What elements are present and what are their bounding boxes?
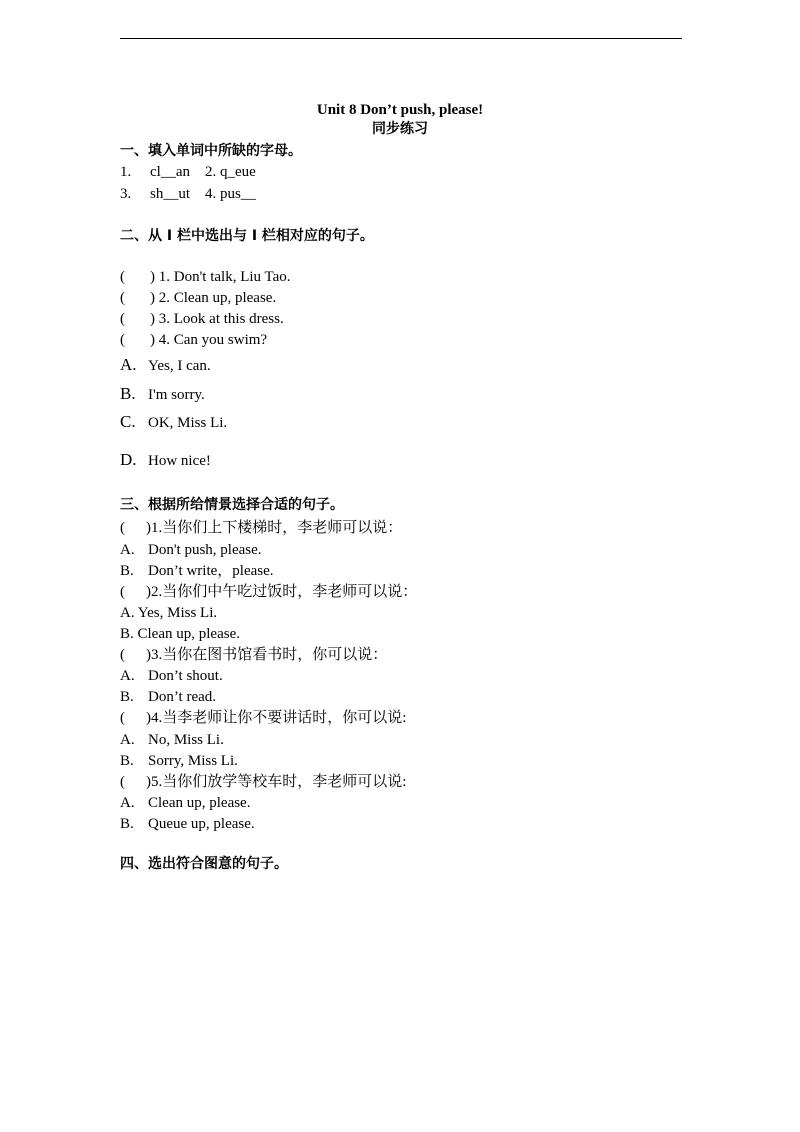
question-text: ) 1. Don't talk, Liu Tao. (150, 269, 291, 285)
option-letter: B. (120, 689, 134, 705)
option-letter: B. (120, 563, 134, 579)
option-text: How nice! (148, 453, 211, 469)
option-letter: B. (120, 384, 136, 403)
section1-row1: 1. cl__an 2. q_eue (120, 164, 256, 180)
section2-question-3 (120, 310, 284, 328)
section2-question-4 (120, 331, 267, 349)
option-letter: B. (120, 753, 134, 769)
question-text: )2.当你们中午吃过饭时，李老师可以说： (146, 584, 418, 600)
section2-question-2 (120, 289, 276, 307)
section3-q3-option-b (120, 688, 216, 706)
section3-question-5 (120, 773, 406, 791)
section3-q4-option-a (120, 731, 224, 749)
option-text: I'm sorry. (148, 387, 205, 403)
option-text: Don’t write，please. (148, 563, 274, 579)
question-text: )1.当你们上下楼梯时，李老师可以说： (146, 520, 403, 536)
option-text: Clean up, please. (148, 795, 251, 811)
option-text: Queue up, please. (148, 816, 255, 832)
section2-option-a (120, 356, 211, 375)
section1-row2: 3. sh__ut 4. pus__ (120, 186, 256, 202)
section3-q4-option-b (120, 752, 238, 770)
worksheet-subtitle: 同步练习 (372, 121, 428, 137)
section3-q1-option-b (120, 562, 274, 580)
section3-q2-option-b: B. Clean up, please. (120, 626, 240, 642)
section2-option-d (120, 451, 211, 470)
worksheet-title: Unit 8 Don’t push, please! (316, 102, 484, 118)
section3-question-2 (120, 583, 417, 601)
section3-question-3 (120, 646, 387, 664)
question-text: )4.当李老师让你不要讲话时，你可以说: (146, 710, 407, 726)
header-rule (120, 38, 682, 39)
section3-q3-option-a (120, 667, 223, 685)
question-text: ) 2. Clean up, please. (150, 290, 277, 306)
section3-heading: 三、根据所给情景选择合适的句子。 (120, 497, 344, 513)
answer-paren: ( (120, 520, 125, 536)
option-letter: A. (120, 668, 135, 684)
option-letter: A. (120, 542, 135, 558)
question-text: ) 4. Can you swim? (150, 332, 268, 348)
answer-paren: ( (120, 710, 125, 726)
option-letter: A. (120, 355, 137, 374)
option-text: Don't push, please. (148, 542, 262, 558)
section1-heading: 一、填入单词中所缺的字母。 (120, 143, 302, 159)
option-letter: A. (120, 732, 135, 748)
question-text: ) 3. Look at this dress. (150, 311, 284, 327)
option-text: Don’t shout. (148, 668, 223, 684)
option-text: Sorry, Miss Li. (148, 753, 238, 769)
answer-paren: ( (120, 332, 125, 348)
section3-q1-option-a (120, 541, 262, 559)
question-text: )5.当你们放学等校车时，李老师可以说: (146, 774, 407, 790)
answer-paren: ( (120, 269, 125, 285)
option-text: Don’t read. (148, 689, 217, 705)
answer-paren: ( (120, 290, 125, 306)
section2-option-b (120, 385, 205, 404)
option-letter: B. (120, 816, 134, 832)
option-text: OK, Miss Li. (148, 415, 228, 431)
section3-q2-option-a: A. Yes, Miss Li. (120, 605, 218, 621)
option-letter: C. (120, 412, 136, 431)
answer-paren: ( (120, 774, 125, 790)
section2-question-1 (120, 268, 291, 286)
section3-question-1 (120, 519, 402, 537)
answer-paren: ( (120, 584, 125, 600)
section3-q5-option-b (120, 815, 255, 833)
option-letter: D. (120, 450, 137, 469)
section4-heading: 四、选出符合图意的句子。 (120, 856, 288, 872)
option-text: Yes, I can. (148, 358, 211, 374)
answer-paren: ( (120, 647, 125, 663)
question-text: )3.当你在图书馆看书时，你可以说： (146, 647, 388, 663)
section2-heading: 二、从 I 栏中选出与 I 栏相对应的句子。 (120, 228, 374, 244)
option-letter: A. (120, 795, 135, 811)
option-text: No, Miss Li. (148, 732, 224, 748)
section3-question-4 (120, 709, 406, 727)
section2-option-c (120, 413, 227, 432)
answer-paren: ( (120, 311, 125, 327)
section3-q5-option-a (120, 794, 250, 812)
